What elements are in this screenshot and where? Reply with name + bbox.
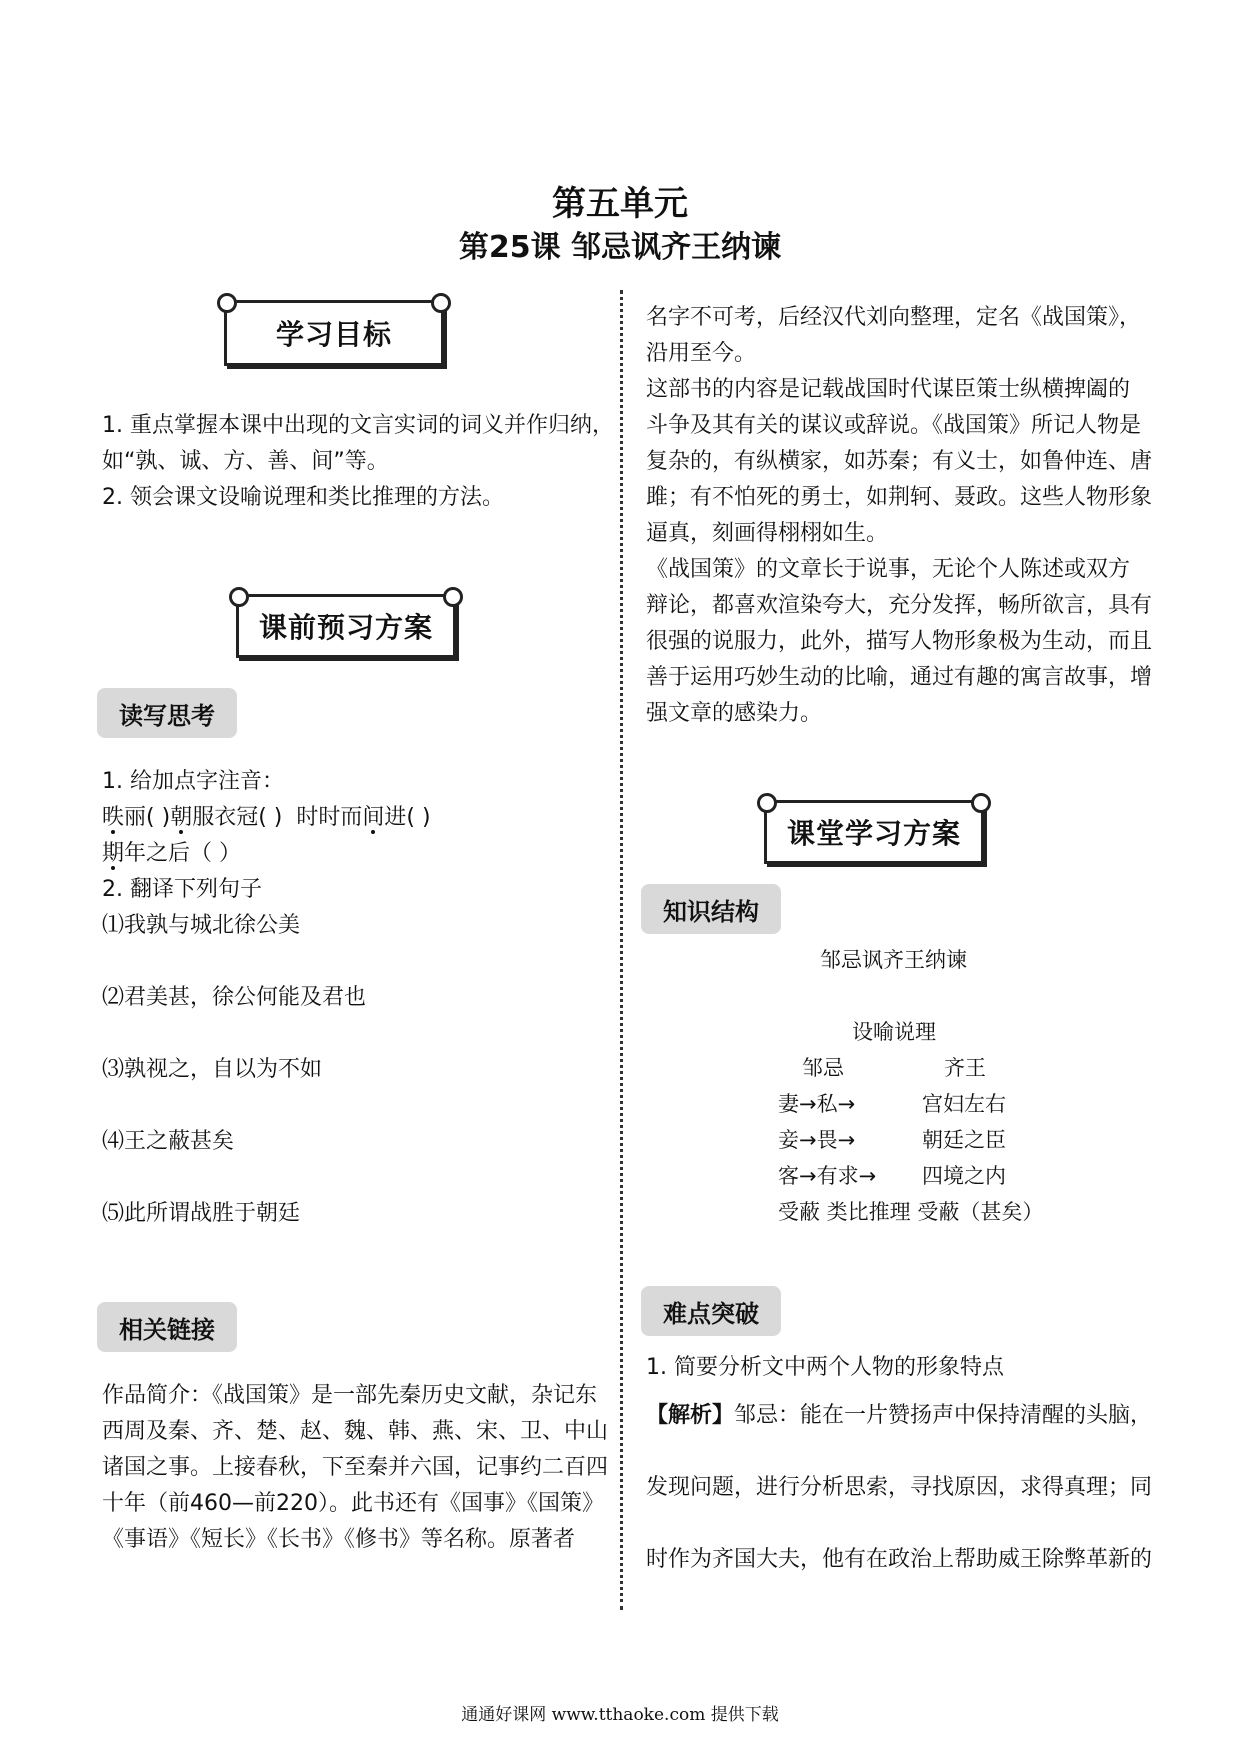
goals-banner: [224, 300, 444, 366]
intro-line: 作品简介：《战国策》是一部先秦历史文献，杂记东: [102, 1383, 598, 1408]
pinyin-row-1: [102, 800, 431, 836]
intro-cont-line: 这部书的内容是记载战国时代谋臣策士纵横捭阖的: [646, 377, 1131, 402]
structure-row-right: 宫妇左右: [922, 1092, 1006, 1116]
intro-line: 《事语》《短长》《长书》《修书》等名称。原著者: [102, 1527, 576, 1552]
sentence-item: ⑸此所谓战胜于朝廷: [102, 1201, 301, 1226]
structure-bottom: 受蔽 类比推理 受蔽（甚矣）: [778, 1200, 1044, 1224]
intro-cont-line: 逼真，刻画得栩栩如生。: [646, 521, 889, 546]
pinyin-text: 时时而: [296, 805, 363, 830]
related-links-tag: [97, 1302, 237, 1352]
intro-line: 十年（前460—前220）。此书还有《国事》《国策》: [102, 1491, 604, 1516]
goals-banner-label: 学习目标: [275, 318, 392, 351]
intro-cont-line: 善于运用巧妙生动的比喻，通过有趣的寓言故事，增: [646, 665, 1153, 690]
question-1: 1. 给加点字注音：: [102, 769, 284, 794]
goal-line: 1. 重点掌握本课中出现的文言实词的词义并作归纳，: [102, 413, 614, 438]
difficulty-tag: [641, 1286, 781, 1336]
class-banner-label: 课堂学习方案: [786, 817, 961, 850]
sentence-item: ⑶孰视之，自以为不如: [102, 1057, 323, 1082]
pinyin-row-2: [102, 836, 241, 872]
structure-method: 设喻说理: [852, 1020, 936, 1044]
dotted-char: 昳: [102, 805, 125, 830]
intro-cont-line: 辩论，都喜欢渲染夸大，充分发挥，畅所欲言，具有: [646, 593, 1153, 618]
structure-row-left: 客→有求→: [778, 1164, 877, 1188]
knowledge-structure-tag-label: 知识结构: [663, 897, 759, 926]
analysis-line: 时作为齐国大夫，他有在政治上帮助威王除弊革新的: [646, 1547, 1153, 1572]
unit-title: 第五单元: [552, 184, 688, 224]
pinyin-blank: 年之后（ ）: [124, 841, 242, 866]
intro-line: 西周及秦、齐、楚、赵、魏、韩、燕、宋、卫、中山: [102, 1419, 609, 1444]
analysis-line: 发现问题，进行分析思索，寻找原因，求得真理；同: [646, 1475, 1153, 1500]
intro-cont-line: 沿用至今。: [646, 341, 757, 366]
intro-cont-line: 名字不可考，后经汉代刘向整理，定名《战国策》，: [646, 305, 1142, 330]
related-links-tag-label: 相关链接: [119, 1315, 215, 1344]
analysis-label: 【解析】: [646, 1403, 735, 1428]
structure-row-left: 妻→私→: [778, 1092, 856, 1116]
question-2: 2. 翻译下列句子: [102, 877, 262, 902]
intro-cont-line: 斗争及其有关的谋议或辞说。《战国策》所记人物是: [646, 413, 1142, 438]
pinyin-blank: 进( ): [384, 805, 431, 830]
sentence-item: ⑴我孰与城北徐公美: [102, 913, 301, 938]
page-footer: 通通好课网 www.tthaoke.com 提供下载: [461, 1705, 779, 1725]
knowledge-structure-tag: [641, 884, 781, 934]
structure-title: 邹忌讽齐王纳谏: [820, 948, 967, 972]
pinyin-blank: 服衣冠( ): [192, 805, 283, 830]
difficulty-tag-label: 难点突破: [663, 1299, 759, 1328]
sentence-item: ⑵君美甚，徐公何能及君也: [102, 985, 367, 1010]
analysis-question: 1. 简要分析文中两个人物的形象特点: [646, 1355, 1004, 1380]
analysis-line: [646, 1398, 1152, 1434]
intro-cont-line: 强文章的感染力。: [646, 701, 823, 726]
class-banner: [764, 800, 984, 864]
structure-row-right: 朝廷之臣: [922, 1128, 1006, 1152]
read-write-tag-label: 读写思考: [119, 701, 215, 730]
preview-banner: [236, 594, 456, 658]
pinyin-blank: 丽( ): [124, 805, 171, 830]
structure-col-left: 邹忌: [802, 1056, 844, 1080]
dotted-char: 间: [362, 805, 385, 830]
read-write-tag: [97, 688, 237, 738]
intro-cont-line: 很强的说服力，此外，描写人物形象极为生动，而且: [646, 629, 1153, 654]
intro-cont-line: 《战国策》的文章长于说事，无论个人陈述或双方: [646, 557, 1131, 582]
preview-banner-label: 课前预习方案: [258, 611, 433, 644]
intro-cont-line: 复杂的，有纵横家，如苏秦；有义士，如鲁仲连、唐: [646, 449, 1153, 474]
sentence-item: ⑷王之蔽甚矣: [102, 1129, 235, 1154]
structure-col-right: 齐王: [944, 1056, 986, 1080]
structure-row-right: 四境之内: [922, 1164, 1006, 1188]
goal-line: 如“孰、诚、方、善、间”等。: [102, 449, 389, 474]
analysis-text: 邹忌：能在一片赞扬声中保持清醒的头脑，: [734, 1403, 1153, 1428]
intro-line: 诸国之事。上接春秋，下至秦并六国，记事约二百四: [102, 1455, 609, 1480]
dotted-char: 朝: [170, 805, 193, 830]
column-divider: [620, 290, 623, 1610]
intro-cont-line: 雎；有不怕死的勇士，如荆轲、聂政。这些人物形象: [646, 485, 1153, 510]
goal-line: 2. 领会课文设喻说理和类比推理的方法。: [102, 485, 504, 510]
lesson-title: 第25课 邹忌讽齐王纳谏: [458, 230, 782, 265]
structure-row-left: 妾→畏→: [778, 1128, 856, 1152]
dotted-char: 期: [102, 841, 125, 866]
